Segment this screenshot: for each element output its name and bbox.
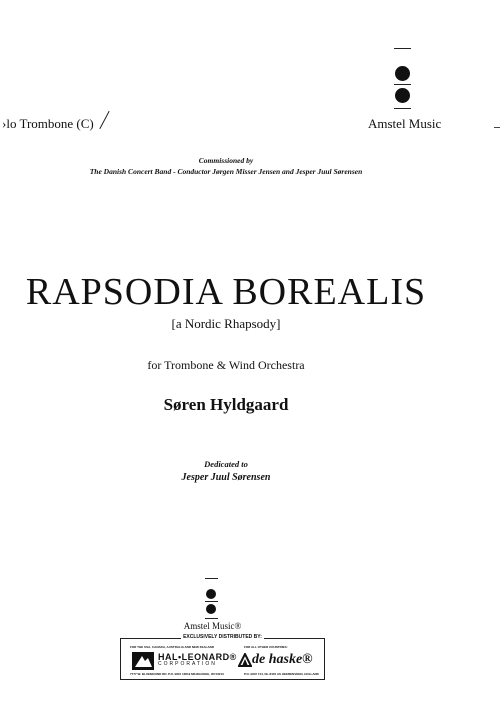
dedicatee-name: Jesper Juul Sørensen	[181, 472, 271, 483]
work-title: RAPSODIA BOREALIS	[25, 271, 427, 313]
de-haske-emblem	[238, 653, 252, 672]
territory-left: FOR THE USA, CANADA, AUSTRALIA AND NEW ZEALAND	[130, 645, 214, 649]
hal-leonard-emblem-icon	[132, 652, 154, 670]
commission-block	[0, 155, 452, 177]
de-haske-logo-icon	[238, 653, 252, 667]
territory-right: FOR ALL OTHER COUNTRIES:	[244, 645, 288, 649]
footer-publisher: Amstel Music®	[183, 621, 242, 631]
commission-line-1: Commissioned by	[198, 156, 254, 165]
hal-leonard-name: HAL•LEONARD®	[158, 652, 237, 662]
dedication-block	[0, 458, 452, 484]
de-haske-name: de haske®	[252, 652, 313, 667]
composer-name: Søren Hyldgaard	[163, 395, 289, 414]
part-name: ›lo Trombone (C)	[2, 116, 94, 131]
address-left: 7777 W. BLUEMOUND RD. P.O. BOX 13819 MILWAUKEE, WI 53213	[130, 672, 224, 676]
work-subtitle: [a Nordic Rhapsody]	[171, 316, 281, 331]
edge-mark	[494, 127, 500, 128]
commission-line-2: The Danish Concert Band - Conductor Jørgen Misser Jensen and Jesper Juul Sørensen	[89, 167, 363, 176]
instrumentation: for Trombone & Wind Orchestra	[147, 358, 305, 372]
slash-mark	[99, 111, 109, 129]
publisher-name: Amstel Music	[368, 116, 442, 131]
address-right: P.O. BOX 744, NL-8440 AS HEERENVEEN, HOLLAND	[244, 672, 319, 676]
distribution-heading: EXCLUSIVELY DISTRIBUTED BY:	[183, 634, 262, 640]
amstel-logo-top	[392, 48, 414, 114]
amstel-logo-bottom	[204, 578, 220, 622]
dedication-line-1: Dedicated to	[204, 459, 248, 469]
hal-leonard-logo	[132, 652, 237, 670]
hal-leonard-corporation: CORPORATION	[158, 661, 217, 667]
